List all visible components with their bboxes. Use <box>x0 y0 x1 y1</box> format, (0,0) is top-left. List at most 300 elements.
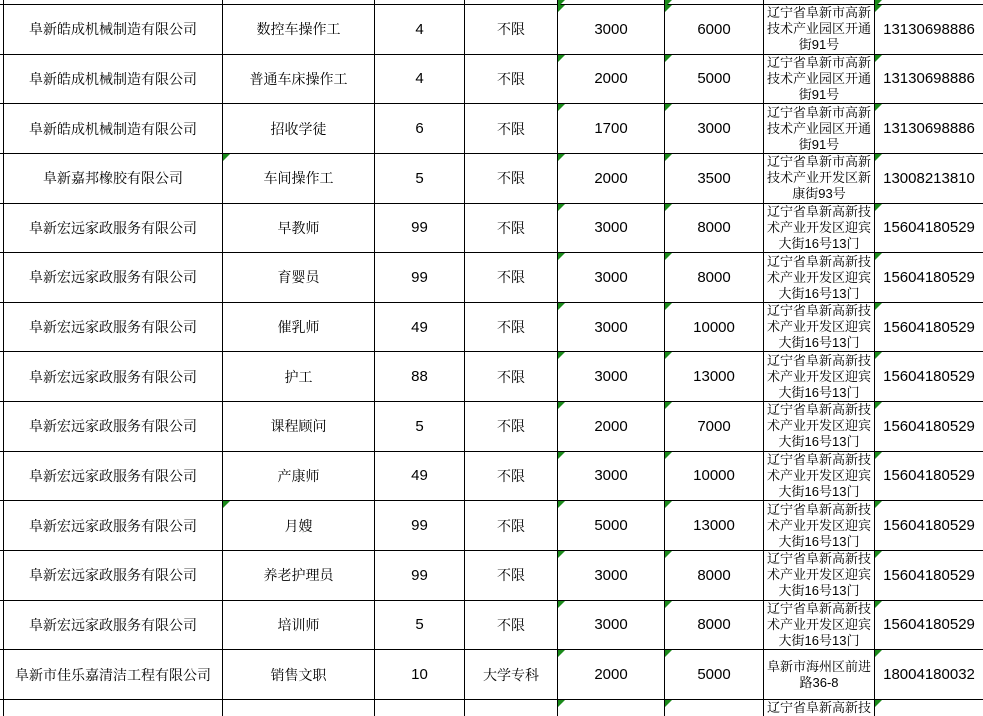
company-name-text: 阜新市佳乐嘉清洁工程有限公司 <box>15 666 211 683</box>
job-title-text: 护工 <box>284 368 313 385</box>
partial-row-bottom <box>0 699 983 715</box>
cell-education-requirement[interactable] <box>465 551 558 600</box>
error-indicator-icon <box>665 601 672 608</box>
cell-salary-max[interactable] <box>665 154 764 203</box>
cell-address[interactable] <box>764 501 875 550</box>
cell-education-requirement[interactable] <box>465 253 558 302</box>
openings-count-text: 5 <box>415 169 424 187</box>
cell-address[interactable] <box>764 55 875 104</box>
company-name-text: 阜新宏远家政服务有限公司 <box>29 368 197 385</box>
salary-max-text: 10000 <box>693 318 735 336</box>
error-indicator-icon <box>875 204 882 211</box>
cell-salary-min[interactable] <box>558 650 665 699</box>
error-indicator-icon <box>875 551 882 558</box>
phone-number-text: 15604180529 <box>883 318 975 336</box>
education-requirement-text: 不限 <box>497 120 525 137</box>
cell-openings-count[interactable] <box>375 5 465 54</box>
cell-address <box>764 0 875 4</box>
cell-company-name[interactable] <box>4 303 223 352</box>
error-indicator-icon <box>665 303 672 310</box>
error-indicator-icon <box>558 104 565 111</box>
cell-address[interactable] <box>764 650 875 699</box>
openings-count-text: 5 <box>415 616 424 634</box>
address-text: 辽宁省阜新市高新技术产业园区开通街91号 <box>766 5 871 53</box>
salary-min-text: 3000 <box>594 616 628 634</box>
cell-salary-min[interactable] <box>558 452 665 501</box>
cell-education-requirement[interactable] <box>465 55 558 104</box>
cell-address[interactable] <box>764 253 875 302</box>
cell-openings-count[interactable] <box>375 352 465 401</box>
error-indicator-icon <box>875 55 882 62</box>
cell-salary-min <box>558 700 665 716</box>
openings-count-text: 99 <box>411 517 428 535</box>
cell-phone-number[interactable] <box>875 452 983 501</box>
openings-count-text: 5 <box>415 417 424 435</box>
error-indicator-icon <box>558 55 565 62</box>
salary-max-text: 10000 <box>693 467 735 485</box>
phone-number-text: 15604180529 <box>883 219 975 237</box>
cell-job-title[interactable] <box>223 650 375 699</box>
salary-max-text: 8000 <box>697 566 731 584</box>
address-text: 辽宁省阜新市高新技术产业园区开通街91号 <box>766 104 871 152</box>
company-name-text: 阜新宏远家政服务有限公司 <box>29 219 197 236</box>
error-indicator-icon <box>665 204 672 211</box>
cell-salary-max[interactable] <box>665 253 764 302</box>
address-text: 辽宁省阜新高新技术产业开发区迎宾大街16号13门 <box>766 402 871 450</box>
cell-openings-count[interactable] <box>375 154 465 203</box>
salary-min-text: 2000 <box>594 666 628 684</box>
company-name-text: 阜新皓成机械制造有限公司 <box>29 21 197 38</box>
salary-max-text: 8000 <box>697 219 731 237</box>
cell-openings-count[interactable] <box>375 253 465 302</box>
cell-salary-min[interactable] <box>558 402 665 451</box>
address-text: 辽宁省阜新市高新技术产业园区开通街91号 <box>766 54 871 102</box>
cell-openings-count[interactable] <box>375 104 465 153</box>
education-requirement-text: 不限 <box>497 418 525 435</box>
address-text: 辽宁省阜新高新技术产业开发区迎宾大街16号13门 <box>766 203 871 251</box>
address-text: 辽宁省阜新高新技 <box>766 699 871 715</box>
error-indicator-icon <box>875 104 882 111</box>
cell-openings-count[interactable] <box>375 204 465 253</box>
cell-company-name[interactable] <box>4 5 223 54</box>
salary-min-text: 3000 <box>594 566 628 584</box>
job-title-text: 车间操作工 <box>263 170 334 187</box>
cell-company-name[interactable] <box>4 650 223 699</box>
error-indicator-icon <box>558 601 565 608</box>
address-text: 阜新市海州区前进路36-8 <box>766 658 871 690</box>
education-requirement-text: 不限 <box>497 170 525 187</box>
cell-salary-min[interactable] <box>558 55 665 104</box>
cell-salary-max[interactable] <box>665 551 764 600</box>
cell-phone-number[interactable] <box>875 104 983 153</box>
error-indicator-icon <box>875 154 882 161</box>
cell-salary-max[interactable] <box>665 5 764 54</box>
salary-min-text: 2000 <box>594 417 628 435</box>
company-name-text: 阜新皓成机械制造有限公司 <box>29 120 197 137</box>
job-title-text: 数控车操作工 <box>256 21 341 38</box>
cell-salary-min[interactable] <box>558 501 665 550</box>
table-row <box>0 452 983 502</box>
job-title-text: 招收学徒 <box>270 120 327 137</box>
education-requirement-text: 不限 <box>497 219 525 236</box>
openings-count-text: 4 <box>415 20 424 38</box>
table-row <box>0 55 983 105</box>
cell-phone-number <box>875 700 983 716</box>
cell-education-requirement <box>465 700 558 716</box>
education-requirement-text: 不限 <box>497 21 525 38</box>
address-text: 辽宁省阜新高新技术产业开发区迎宾大街16号13门 <box>766 601 871 648</box>
table-row <box>0 104 983 154</box>
cell-company-name <box>4 0 223 4</box>
education-requirement-text: 不限 <box>497 319 525 336</box>
address-text: 辽宁省阜新高新技术产业开发区迎宾大街16号13门 <box>766 551 871 599</box>
cell-phone-number[interactable] <box>875 303 983 352</box>
cell-address[interactable] <box>764 5 875 54</box>
company-name-text: 阜新宏远家政服务有限公司 <box>29 319 197 336</box>
cell-education-requirement[interactable] <box>465 452 558 501</box>
openings-count-text: 49 <box>411 467 428 485</box>
cell-address <box>764 700 875 716</box>
error-indicator-icon <box>223 154 230 161</box>
cell-job-title[interactable] <box>223 55 375 104</box>
cell-salary-min <box>558 0 665 4</box>
table-row <box>0 601 983 651</box>
job-title-text: 养老护理员 <box>263 567 334 584</box>
table-row <box>0 501 983 551</box>
cell-openings-count[interactable] <box>375 402 465 451</box>
error-indicator-icon <box>665 352 672 359</box>
error-indicator-icon <box>665 104 672 111</box>
phone-number-text: 18004180032 <box>883 666 975 684</box>
error-indicator-icon <box>558 650 565 657</box>
education-requirement-text: 大学专科 <box>483 666 539 683</box>
cell-openings-count[interactable] <box>375 501 465 550</box>
cell-company-name[interactable] <box>4 601 223 650</box>
cell-phone-number[interactable] <box>875 204 983 253</box>
cell-job-title[interactable] <box>223 501 375 550</box>
cell-address[interactable] <box>764 303 875 352</box>
job-title-text: 月嫂 <box>284 517 313 534</box>
cell-phone-number[interactable] <box>875 55 983 104</box>
salary-min-text: 2000 <box>594 169 628 187</box>
cell-openings-count <box>375 0 465 4</box>
cell-address[interactable] <box>764 352 875 401</box>
salary-max-text: 5000 <box>697 666 731 684</box>
cell-company-name[interactable] <box>4 452 223 501</box>
error-indicator-icon <box>875 650 882 657</box>
error-indicator-icon <box>558 700 565 707</box>
phone-number-text: 13130698886 <box>883 70 975 88</box>
error-indicator-icon <box>875 501 882 508</box>
job-title-text: 销售文职 <box>270 666 327 683</box>
cell-job-title[interactable] <box>223 253 375 302</box>
error-indicator-icon <box>558 352 565 359</box>
company-name-text: 阜新宏远家政服务有限公司 <box>29 517 197 534</box>
cell-salary-min[interactable] <box>558 5 665 54</box>
phone-number-text: 15604180529 <box>883 268 975 286</box>
table-row <box>0 551 983 601</box>
job-title-text: 培训师 <box>277 616 320 633</box>
phone-number-text: 13130698886 <box>883 20 975 38</box>
salary-min-text: 5000 <box>594 517 628 535</box>
job-title-text: 普通车床操作工 <box>249 70 348 87</box>
cell-phone-number[interactable] <box>875 253 983 302</box>
cell-education-requirement[interactable] <box>465 303 558 352</box>
phone-number-text: 15604180529 <box>883 417 975 435</box>
openings-count-text: 99 <box>411 219 428 237</box>
cell-phone-number[interactable] <box>875 154 983 203</box>
table-row <box>0 204 983 254</box>
salary-min-text: 3000 <box>594 368 628 386</box>
cell-job-title[interactable] <box>223 551 375 600</box>
education-requirement-text: 不限 <box>497 368 525 385</box>
education-requirement-text: 不限 <box>497 468 525 485</box>
error-indicator-icon <box>665 551 672 558</box>
error-indicator-icon <box>875 303 882 310</box>
salary-min-text: 3000 <box>594 318 628 336</box>
cell-salary-min[interactable] <box>558 352 665 401</box>
cell-phone-number[interactable] <box>875 501 983 550</box>
job-title-text: 育婴员 <box>277 269 320 286</box>
cell-address[interactable] <box>764 551 875 600</box>
cell-education-requirement[interactable] <box>465 5 558 54</box>
phone-number-text: 13008213810 <box>883 169 975 187</box>
cell-company-name[interactable] <box>4 253 223 302</box>
salary-min-text: 2000 <box>594 70 628 88</box>
cell-salary-min[interactable] <box>558 551 665 600</box>
cell-education-requirement[interactable] <box>465 104 558 153</box>
error-indicator-icon <box>665 650 672 657</box>
cell-salary-max[interactable] <box>665 601 764 650</box>
cell-salary-max[interactable] <box>665 303 764 352</box>
error-indicator-icon <box>665 402 672 409</box>
cell-job-title[interactable] <box>223 402 375 451</box>
error-indicator-icon <box>875 352 882 359</box>
openings-count-text: 4 <box>415 70 424 88</box>
cell-address[interactable] <box>764 601 875 650</box>
cell-salary-min[interactable] <box>558 253 665 302</box>
cell-salary-max[interactable] <box>665 501 764 550</box>
salary-max-text: 13000 <box>693 368 735 386</box>
cell-phone-number[interactable] <box>875 650 983 699</box>
error-indicator-icon <box>875 452 882 459</box>
cell-phone-number[interactable] <box>875 402 983 451</box>
education-requirement-text: 不限 <box>497 616 525 633</box>
company-name-text: 阜新嘉邦橡胶有限公司 <box>43 170 183 187</box>
salary-max-text: 8000 <box>697 268 731 286</box>
cell-education-requirement[interactable] <box>465 650 558 699</box>
error-indicator-icon <box>665 154 672 161</box>
error-indicator-icon <box>665 700 672 707</box>
cell-phone-number[interactable] <box>875 5 983 54</box>
salary-max-text: 3000 <box>697 119 731 137</box>
openings-count-text: 10 <box>411 666 428 684</box>
table-row <box>0 303 983 353</box>
address-text: 辽宁省阜新高新技术产业开发区迎宾大街16号13门 <box>766 253 871 301</box>
error-indicator-icon <box>665 5 672 12</box>
table-row <box>0 402 983 452</box>
phone-number-text: 15604180529 <box>883 517 975 535</box>
cell-company-name[interactable] <box>4 551 223 600</box>
table-row <box>0 5 983 55</box>
address-text: 辽宁省阜新高新技术产业开发区迎宾大街16号13门 <box>766 352 871 400</box>
salary-max-text: 5000 <box>697 70 731 88</box>
cell-phone-number[interactable] <box>875 601 983 650</box>
cell-phone-number[interactable] <box>875 352 983 401</box>
cell-company-name[interactable] <box>4 204 223 253</box>
cell-education-requirement[interactable] <box>465 204 558 253</box>
error-indicator-icon <box>558 5 565 12</box>
error-indicator-icon <box>875 5 882 12</box>
cell-address[interactable] <box>764 154 875 203</box>
cell-job-title[interactable] <box>223 601 375 650</box>
cell-openings-count <box>375 700 465 716</box>
salary-max-text: 6000 <box>697 20 731 38</box>
error-indicator-icon <box>558 501 565 508</box>
cell-education-requirement <box>465 0 558 4</box>
cell-education-requirement[interactable] <box>465 402 558 451</box>
salary-min-text: 3000 <box>594 219 628 237</box>
cell-address[interactable] <box>764 204 875 253</box>
job-title-text: 产康师 <box>277 468 320 485</box>
cell-job-title[interactable] <box>223 5 375 54</box>
address-text: 辽宁省阜新高新技术产业开发区迎宾大街16号13门 <box>766 452 871 500</box>
education-requirement-text: 不限 <box>497 269 525 286</box>
cell-address[interactable] <box>764 452 875 501</box>
cell-salary-min[interactable] <box>558 154 665 203</box>
cell-salary-min[interactable] <box>558 204 665 253</box>
openings-count-text: 6 <box>415 119 424 137</box>
cell-phone-number <box>875 0 983 4</box>
cell-company-name[interactable] <box>4 352 223 401</box>
salary-min-text: 3000 <box>594 20 628 38</box>
error-indicator-icon <box>223 501 230 508</box>
cell-company-name[interactable] <box>4 402 223 451</box>
cell-education-requirement[interactable] <box>465 501 558 550</box>
cell-openings-count[interactable] <box>375 303 465 352</box>
cell-company-name[interactable] <box>4 104 223 153</box>
cell-education-requirement[interactable] <box>465 352 558 401</box>
cell-salary-max[interactable] <box>665 352 764 401</box>
phone-number-text: 15604180529 <box>883 566 975 584</box>
error-indicator-icon <box>875 402 882 409</box>
cell-address[interactable] <box>764 104 875 153</box>
cell-company-name[interactable] <box>4 55 223 104</box>
openings-count-text: 88 <box>411 368 428 386</box>
company-name-text: 阜新皓成机械制造有限公司 <box>29 70 197 87</box>
salary-max-text: 8000 <box>697 616 731 634</box>
cell-job-title[interactable] <box>223 303 375 352</box>
cell-job-title[interactable] <box>223 204 375 253</box>
company-name-text: 阜新宏远家政服务有限公司 <box>29 269 197 286</box>
cell-salary-max[interactable] <box>665 452 764 501</box>
phone-number-text: 15604180529 <box>883 467 975 485</box>
salary-min-text: 3000 <box>594 268 628 286</box>
cell-salary-max <box>665 700 764 716</box>
salary-min-text: 1700 <box>594 119 628 137</box>
error-indicator-icon <box>665 55 672 62</box>
salary-max-text: 7000 <box>697 417 731 435</box>
salary-max-text: 13000 <box>693 517 735 535</box>
cell-salary-min[interactable] <box>558 104 665 153</box>
job-title-text: 催乳师 <box>277 319 320 336</box>
error-indicator-icon <box>875 601 882 608</box>
error-indicator-icon <box>558 154 565 161</box>
table-row <box>0 154 983 204</box>
error-indicator-icon <box>558 253 565 260</box>
cell-openings-count[interactable] <box>375 601 465 650</box>
cell-salary-max[interactable] <box>665 204 764 253</box>
phone-number-text: 13130698886 <box>883 119 975 137</box>
company-name-text: 阜新宏远家政服务有限公司 <box>29 468 197 485</box>
cell-salary-max[interactable] <box>665 104 764 153</box>
error-indicator-icon <box>558 551 565 558</box>
phone-number-text: 15604180529 <box>883 616 975 634</box>
openings-count-text: 99 <box>411 268 428 286</box>
address-text: 辽宁省阜新高新技术产业开发区迎宾大街16号13门 <box>766 303 871 351</box>
error-indicator-icon <box>665 501 672 508</box>
error-indicator-icon <box>665 253 672 260</box>
cell-salary-max[interactable] <box>665 55 764 104</box>
error-indicator-icon <box>875 700 882 707</box>
cell-job-title <box>223 700 375 716</box>
cell-job-title <box>223 0 375 4</box>
cell-company-name[interactable] <box>4 501 223 550</box>
cell-salary-max[interactable] <box>665 650 764 699</box>
cell-salary-min[interactable] <box>558 303 665 352</box>
error-indicator-icon <box>558 402 565 409</box>
education-requirement-text: 不限 <box>497 70 525 87</box>
cell-job-title[interactable] <box>223 104 375 153</box>
company-name-text: 阜新宏远家政服务有限公司 <box>29 418 197 435</box>
cell-salary-min[interactable] <box>558 601 665 650</box>
cell-openings-count[interactable] <box>375 551 465 600</box>
cell-phone-number[interactable] <box>875 551 983 600</box>
salary-max-text: 3500 <box>697 169 731 187</box>
table-row <box>0 253 983 303</box>
cell-openings-count[interactable] <box>375 55 465 104</box>
cell-job-title[interactable] <box>223 352 375 401</box>
openings-count-text: 99 <box>411 566 428 584</box>
cell-education-requirement[interactable] <box>465 154 558 203</box>
cell-salary-max[interactable] <box>665 402 764 451</box>
table-row <box>0 352 983 402</box>
job-title-text: 早教师 <box>277 219 320 236</box>
error-indicator-icon <box>558 204 565 211</box>
education-requirement-text: 不限 <box>497 517 525 534</box>
address-text: 辽宁省阜新高新技术产业开发区迎宾大街16号13门 <box>766 501 871 549</box>
cell-company-name <box>4 700 223 716</box>
error-indicator-icon <box>558 452 565 459</box>
table-row <box>0 650 983 700</box>
company-name-text: 阜新宏远家政服务有限公司 <box>29 567 197 584</box>
error-indicator-icon <box>665 452 672 459</box>
cell-openings-count[interactable] <box>375 650 465 699</box>
cell-job-title[interactable] <box>223 154 375 203</box>
cell-education-requirement[interactable] <box>465 601 558 650</box>
phone-number-text: 15604180529 <box>883 368 975 386</box>
openings-count-text: 49 <box>411 318 428 336</box>
error-indicator-icon <box>875 253 882 260</box>
job-title-text: 课程顾问 <box>270 418 327 435</box>
cell-job-title[interactable] <box>223 452 375 501</box>
education-requirement-text: 不限 <box>497 567 525 584</box>
cell-company-name[interactable] <box>4 154 223 203</box>
cell-openings-count[interactable] <box>375 452 465 501</box>
address-text: 辽宁省阜新市高新技术产业开发区新康街93号 <box>766 154 871 202</box>
error-indicator-icon <box>558 303 565 310</box>
cell-address[interactable] <box>764 402 875 451</box>
